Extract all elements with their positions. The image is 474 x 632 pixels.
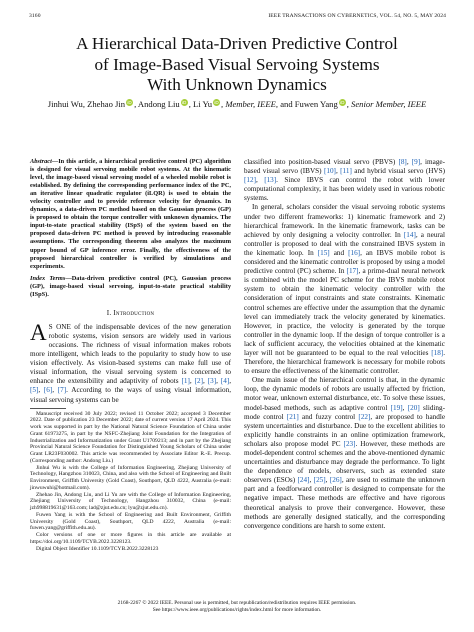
body-paragraph: classified into position-based visual servo (PBVS) [8], [9], image-based visual servo (IBVS) [10], [11] and hybrid visual servo (HVS) [12], [13]. Since IBVS can control the robot with lower computational complexity, it has been widely used in various robotic systems. bbox=[244, 158, 446, 203]
citation-link[interactable]: [26] bbox=[329, 476, 342, 485]
body-text: In general, scholars consider the visual servoing robotic systems under two different frameworks: 1) kinematic framework and 2) hierarchical framework. In the kinematic framework, tasks can be achieved by only designing a velocity controller. In bbox=[244, 203, 445, 239]
intro-text: of the indispensable devices of the new generation robotic systems, vision sensors are widely used in various occasions. The richness of visual information makes robots more intelligent, which leads to the popularity to study how to use vision effectively. As vision-based systems can make full use of visual information, the visual servoing system is concerned to enhance the extensibility and adaptivity of robots bbox=[30, 322, 231, 386]
first-word: S ONE bbox=[48, 322, 71, 331]
citation-link[interactable]: [18] bbox=[431, 348, 444, 357]
author-role: , Senior Member, IEEE bbox=[346, 99, 427, 109]
citation-link[interactable]: [20] bbox=[407, 403, 420, 412]
citation-link[interactable]: [17] bbox=[346, 267, 359, 276]
index-terms bbox=[30, 275, 231, 299]
footnote-divider bbox=[30, 408, 66, 409]
title-line: of Image-Based Visual Servoing Systems bbox=[94, 54, 380, 74]
footnote: Zhehao Jin, Andong Liu, and Li Yu are with the College of Information Engineering, Zhejiang University of Technology, Hangzhou 310032, China (e-mail: jzh998819631@163.com; lad@zjut.edu.cn; lyu@zjut.edu.cn). bbox=[30, 491, 231, 512]
citation-link[interactable]: [5] bbox=[30, 386, 39, 395]
body-text: and fuzzy control bbox=[298, 412, 359, 421]
body-text: and hybrid visual servo (HVS) bbox=[351, 167, 446, 176]
citation-link[interactable]: [11] bbox=[340, 167, 352, 176]
author-name: , Andong Liu bbox=[134, 99, 180, 109]
citation-link[interactable]: [12] bbox=[244, 176, 256, 185]
orcid-icon[interactable]: iD bbox=[127, 100, 132, 105]
body-text: , an IBVS mobile robot is considered and the kinematic controller is proposed by using a model predictive control (PC) scheme. In bbox=[244, 248, 445, 276]
left-column bbox=[30, 158, 231, 552]
running-header bbox=[29, 13, 446, 23]
body-text: , are proposed to handle system uncertainties and disturbance. Due to the excellent abilities to explicitly handle constraints in an online optimization framework, scholars also propose model PC bbox=[244, 412, 446, 448]
citation-link[interactable]: [3] bbox=[207, 377, 217, 386]
index-terms-text: —Data-driven predictive control (PC), Gaussian process (GP), image-based visual servoing, input-to-state practical stability (ISpS). bbox=[30, 274, 231, 298]
section-heading: I. Introduction bbox=[106, 308, 155, 317]
intro-paragraph: A S ONE of the indispensable devices of the new generation robotic systems, vision sensors are widely used in various occasions. The richness of visual information makes robots more intelligent, which leads to the popularity to study how to use vision effectively. As vision-based systems can make full use of visual information, the visual servoing system is concerned to enhance the extensibility and adaptivity of robots [1], [2], [3], [4], [5], [6], [7]. According to the ways of using visual information, visual servoing systems can be bbox=[30, 319, 232, 404]
citation-link[interactable]: [16] bbox=[348, 248, 361, 257]
page-number: 3160 bbox=[29, 13, 41, 19]
orcid-icon[interactable]: iD bbox=[214, 100, 219, 105]
body-text: . Therefore, the hierarchical framework is necessary for mobile robots to ensure the effectiveness of the kinematic controller. bbox=[244, 348, 445, 376]
citation-link[interactable]: [4] bbox=[220, 377, 230, 386]
paper-title bbox=[24, 34, 450, 96]
abstract-text: —In this article, a hierarchical predictive control (PC) algorithm is designed for visual servoing mobile robot systems. At the kinematic level, the image-based visual servoing model of a wheeled mobile robot is established. By defining the corresponding performance index of the PC, an iterative linear quadratic regulator (iLQR) is used to obtain the velocity controller and to provide reference velocity for dynamics. In dynamics, a data-driven PC method based on the Gaussian process (GP) is proposed to obtain the torque controller with unknown dynamics. The input-to-state practical stability (ISpS) of the system based on the proposed data-driven PC method is proved by introducing reasonable assumptions. The corresponding theorem also analyzes the maximum upper bound of GP inference error. Finally, the effectiveness of the proposed hierarchical controller is verified by simulations and experiments. bbox=[30, 158, 231, 270]
citation-link[interactable]: [7] bbox=[57, 386, 67, 395]
footnote: Fuwen Yang is with the School of Engineering and Built Environment, Griffith University (Gold Coast), Southport, QLD 4222, Australia (e-mail: fuwen.yang@griffith.edu.au). bbox=[30, 511, 231, 532]
footnotes bbox=[30, 411, 231, 553]
citation-link[interactable]: [2] bbox=[194, 377, 203, 386]
citation-link[interactable]: [14] bbox=[403, 230, 416, 239]
orcid-icon[interactable]: iD bbox=[340, 100, 345, 105]
body-text: sliding-mode control bbox=[244, 403, 446, 421]
citation-link[interactable]: [25] bbox=[313, 476, 326, 485]
body-paragraph: One main issue of the hierarchical control is that, in the dynamic loop, the dynamic models of robots are usually affected by friction, motor wear, unknown external disturbance, etc. To solve these issues, model-based methods, such as adaptive control [19], [20] sliding-mode control [21] and fuzzy control [22], are proposed to handle system uncertainties and disturbance. Due to the excellent abilities to explicitly handle constraints in an online optimization framework, scholars also propose model PC [23]. However, these methods are model-dependent control schemes and the above-mentioned dynamic uncertainties and disturbance may degrade the performance. To light the dependence of models, observers, such as extended state observers (ESOs) [24], [25], [26], are used to estimate the unknown part and a feedforward controller is designed to compensate for the negative impact. These methods are effective and have rigorous theoretical analysis to prove their convergence. However, these methods are generally designed statically, and the corresponding convergence conditions are harsh to some extent. bbox=[244, 376, 446, 530]
body-paragraph bbox=[244, 203, 445, 376]
orcid-icon[interactable]: iD bbox=[182, 100, 187, 105]
author-name: , Li Yu bbox=[188, 99, 213, 109]
citation-link[interactable]: [1] bbox=[181, 377, 190, 386]
body-text: . However, these methods are model-dependent control schemes and the above-mentioned dynamic uncertainties and disturbance may degrade the performance. To light the dependence of models, observers, such as extended state observers (ESOs) bbox=[244, 439, 445, 485]
footnote: Jinhui Wu is with the College of Information Engineering, Zhejiang University of Technology, Hangzhou 310023, China, and also with the School of Engineering and Built Environment, Griffith University (Gold Coast), Southport, QLD 4222, Australia (e-mail: jinwuwuhi@hotmail.com). bbox=[30, 464, 231, 491]
footnote: Manuscript received 30 July 2022; revised 11 October 2022; accepted 3 December 2022. Date of publication 23 December 2022; date of current version 17 April 2024. This work was supported in part by the National Natural Science Foundation of China under Grant 61973275, in part by the NSFC-Zhejiang Joint Foundation for the Integration of Industrialization and Informatization under Grant U1709213; and in part by the Zhejiang Provincial Natural Science Foundation for Distinguished Young Scholars of China under Grant LR23F030002. This article was recommended by Associate Editor R.-E. Precup. (Corresponding author: Andong Liu.) bbox=[30, 410, 231, 464]
body-text: classified into position-based visual servo (PBVS) bbox=[244, 158, 399, 166]
citation-link[interactable]: [21] bbox=[286, 412, 299, 421]
citation-link[interactable]: [8] bbox=[398, 158, 407, 166]
footnote: Digital Object Identifier 10.1109/TCYB.2022.3228123 bbox=[36, 545, 159, 552]
abstract-label: Abstract bbox=[30, 158, 52, 165]
body-text: and bbox=[329, 248, 349, 257]
body-text: , a prime-dual neural network is combined with the model PC scheme for the IBVS mobile robot system to obtain the kinematic velocity controller with the consideration of input constraints and state constraints. Kinematic control schemes are effective under the assumption that the dynamic level can immediately track the velocity generated by kinematics. However, in practice, the velocity is generated by the torque controller in the dynamic loop. If the design of torque controller is a lack of sufficient accuracy, the velocities obtained at the kinematic layer will not be guaranteed to be equal to the real velocities bbox=[244, 267, 446, 357]
citation-link[interactable]: [19] bbox=[390, 403, 403, 412]
right-column bbox=[244, 158, 445, 531]
body-text: . Since IBVS can control the robot with lower computational complexity, it has been widely used in various robotic systems. bbox=[244, 176, 445, 203]
body-text: , image-based visual servo (IBVS) bbox=[244, 158, 446, 176]
citation-link[interactable]: [22] bbox=[358, 412, 371, 421]
intro-text-end: . According to the ways of using visual information, visual servoing systems can be bbox=[30, 386, 232, 404]
copyright-footer bbox=[30, 600, 444, 613]
footnote: Color versions of one or more figures in this article are available at https://doi.org/10.1109/TCYB.2022.3228123. bbox=[30, 532, 231, 545]
citation-link[interactable]: [9] bbox=[411, 158, 421, 166]
body-text: , a neural controller is proposed to deal with the constrained IBVS system in the kinematic loop. In bbox=[244, 230, 445, 257]
citation-link[interactable]: [23] bbox=[343, 439, 356, 448]
title-line: A Hierarchical Data-Driven Predictive Control bbox=[76, 34, 398, 53]
author-name: Jinhui Wu, Zhehao Jin bbox=[47, 99, 126, 109]
abstract bbox=[30, 158, 231, 271]
author-list bbox=[24, 99, 450, 110]
journal-name: IEEE TRANSACTIONS ON CYBERNETICS, VOL. 54, NO. 5, MAY 2024 bbox=[268, 13, 446, 19]
rights-link-line[interactable]: See https://www.ieee.org/publications/rights/index.html for more information. bbox=[152, 606, 322, 613]
copyright-line: 2168-2267 © 2022 IEEE. Personal use is permitted, but republication/redistribution requires IEEE permission. bbox=[117, 600, 357, 606]
index-terms-label: Index Terms bbox=[30, 274, 66, 282]
author-role: , Member, IEEE, bbox=[221, 99, 279, 109]
body-text: One main issue of the hierarchical control is that, in the dynamic loop, the dynamic models of robots are usually affected by friction, motor wear, unknown external disturbance, etc. To solve these issues, model-based methods, such as adaptive control bbox=[244, 376, 445, 412]
author-name: and Fuwen Yang bbox=[278, 99, 338, 109]
drop-cap: A bbox=[30, 319, 47, 345]
citation-link[interactable]: [13] bbox=[264, 176, 277, 185]
body-text: , are used to estimate the unknown part and a feedforward controller is designed to compensate for the negative impact. These methods are effective and have rigorous theoretical analysis to prove their convergence. However, these methods are generally designed statically, and the corresponding convergence conditions are harsh to some extent. bbox=[244, 476, 445, 530]
citation-link[interactable]: [10] bbox=[323, 167, 336, 176]
title-line: With Unknown Dynamics bbox=[147, 75, 327, 94]
citation-link[interactable]: [6] bbox=[43, 386, 53, 395]
citation-link[interactable]: [15] bbox=[317, 248, 330, 257]
citation-link[interactable]: [24] bbox=[297, 476, 310, 485]
